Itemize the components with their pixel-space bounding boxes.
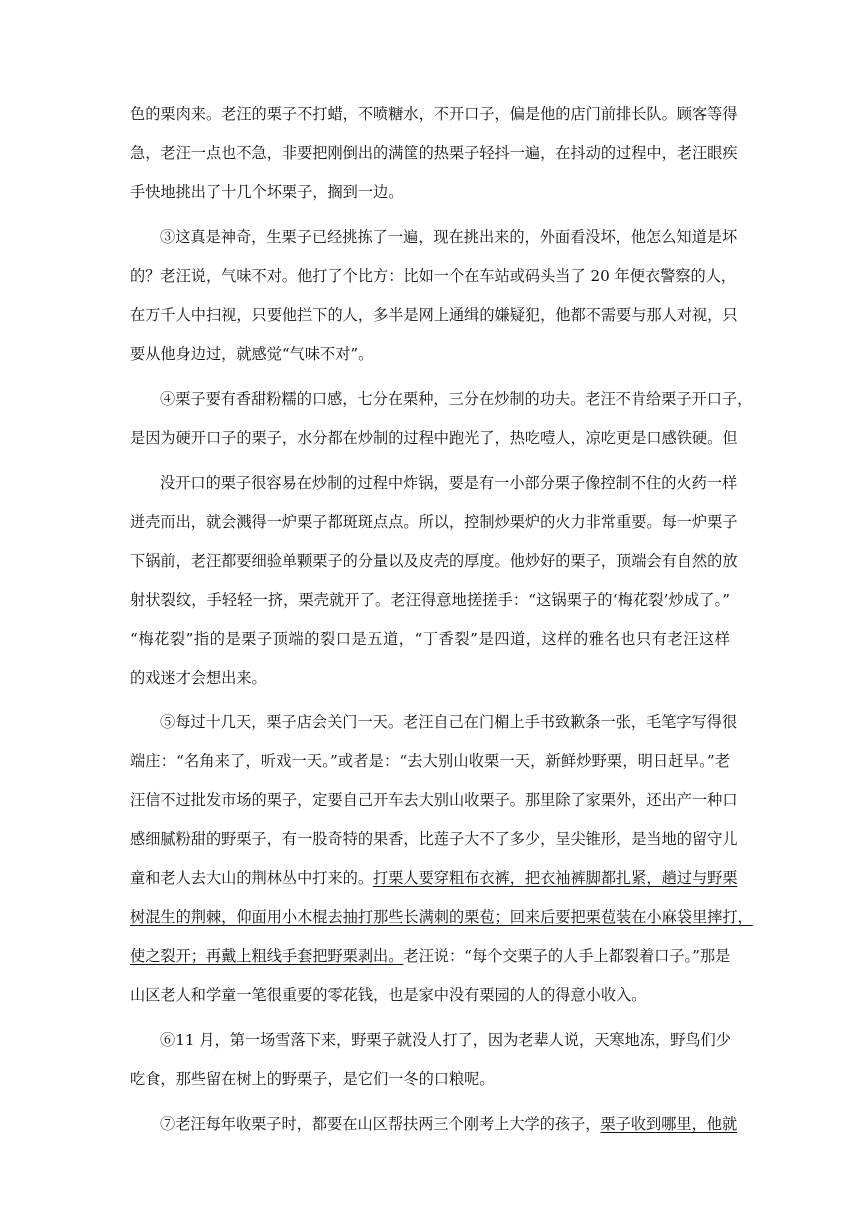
underlined-segment: 使之裂开；再戴上粗线手套把野栗剥出。	[130, 947, 404, 965]
text-line	[130, 551, 738, 571]
text-line	[130, 512, 738, 532]
text-segment: 山区老人和学童一笔很重要的零花钱，也是家中没有栗园的人的得意小收入。	[130, 986, 647, 1004]
text-line	[130, 751, 730, 771]
text-segment: ⑦老汪每年收栗子时，都要在山区帮扶两三个刚考上大学的孩子，	[160, 1115, 601, 1133]
text-segment: 色的栗肉来。老汪的栗子不打蜡，不喷糖水，不开口子，偏是他的店门前排长队。顾客等得	[130, 105, 738, 123]
text-line	[130, 629, 730, 649]
text-segment: ③这真是神奇，生栗子已经挑拣了一遍，现在挑出来的，外面看没坏，他怎么知道是坏	[160, 228, 738, 246]
text-segment: 没开口的栗子很容易在炒制的过程中炸锅，要是有一小部分栗子像控制不住的火药一样	[160, 474, 738, 492]
text-line	[160, 473, 738, 493]
underlined-segment: 打栗人要穿粗布衣裤，把衣袖裤脚都扎紧，趟过与野栗	[373, 869, 738, 887]
text-line	[130, 344, 730, 364]
text-segment: 吃食，那些留在树上的野栗子，是它们一冬的口粮呢。	[130, 1070, 495, 1088]
text-segment: 下锅前，老汪都要细验单颗栗子的分量以及皮壳的厚度。他炒好的栗子，顶端会有自然的放	[130, 552, 738, 570]
text-segment: 手快地挑出了十几个坏栗子，搁到一边。	[130, 183, 404, 201]
text-line	[130, 1069, 730, 1089]
text-segment: 汪信不过批发市场的栗子，定要自己开车去大别山收栗子。那里除了家栗外，还出产一种口	[130, 791, 738, 809]
paragraph-7-first-line	[160, 1114, 738, 1134]
text-line	[130, 182, 730, 202]
text-segment: ⑤每过十几天，栗子店会关门一天。老汪自己在门楣上手书致歉条一张，毛笔字写得很	[160, 713, 738, 731]
text-line	[130, 946, 730, 966]
paragraph-6-first-line	[160, 1030, 730, 1050]
text-segment: 的？老汪说，气味不对。他打了个比方：比如一个在车站或码头当了 20 年便衣警察的人，	[130, 267, 737, 285]
underlined-segment: 栗子收到哪里，他就	[600, 1115, 738, 1133]
paragraph-3-first-line	[160, 227, 738, 247]
text-line	[130, 428, 738, 448]
text-segment: 是因为硬开口子的栗子，水分都在炒制的过程中跑光了，热吃噎人，凉吃更是口感铁硬。但	[130, 429, 738, 447]
text-segment: 感细腻粉甜的野栗子，有一股奇特的果香，比莲子大不了多少，呈尖锥形，是当地的留守儿	[130, 830, 738, 848]
text-segment: 在万千人中扫视，只要他拦下的人，多半是网上通缉的嫌疑犯，他都不需要与那人对视，只	[130, 306, 738, 324]
text-line	[130, 790, 738, 810]
text-segment: 射状裂纹，手轻轻一挤，栗壳就开了。老汪得意地搓搓手：“这锅栗子的‘梅花裂’炒成了。”	[130, 591, 730, 609]
text-segment: 要从他身边过，就感觉“气味不对”。	[130, 345, 374, 363]
text-line	[130, 907, 753, 927]
text-line	[130, 829, 738, 849]
text-line	[130, 266, 737, 286]
text-segment: 的戏迷才会想出来。	[130, 669, 267, 687]
underlined-segment: 树混生的荆棘，仰面用小木棍去抽打那些长满刺的栗苞；回来后要把栗苞装在小麻袋里摔打，	[130, 908, 753, 926]
text-line	[130, 143, 738, 163]
text-segment: “梅花裂”指的是栗子顶端的裂口是五道，“丁香裂”是四道，这样的雅名也只有老汪这样	[130, 630, 730, 648]
text-segment: 急，老汪一点也不急，非要把刚倒出的满筐的热栗子轻抖一遍，在抖动的过程中，老汪眼疾	[130, 144, 738, 162]
text-segment: 童和老人去大山的荆林丛中打来的。	[130, 869, 373, 887]
text-segment: 迸壳而出，就会溅得一炉栗子都斑斑点点。所以，控制炒栗炉的火力非常重要。每一炉栗子	[130, 513, 738, 531]
paragraph-5-first-line	[160, 712, 738, 732]
text-segment: ④栗子要有香甜粉糯的口感，七分在栗种，三分在炒制的功夫。老汪不肯给栗子开口子，	[160, 390, 753, 408]
text-segment: 端庄：“名角来了，听戏一天。”或者是：“去大别山收栗一天，新鲜炒野栗，明日赶早。”老	[130, 752, 730, 770]
text-segment: ⑥11 月，第一场雪落下来，野栗子就没人打了，因为老辈人说，天寒地冻，野鸟们少	[160, 1031, 731, 1049]
text-line	[130, 104, 738, 124]
text-line	[130, 985, 730, 1005]
text-line	[130, 868, 738, 888]
text-line	[130, 668, 730, 688]
text-segment: 老汪说：“每个交栗子的人手上都裂着口子。”那是	[403, 947, 731, 965]
text-line	[130, 305, 738, 325]
paragraph-4-first-line	[160, 389, 753, 409]
text-line	[130, 590, 730, 610]
